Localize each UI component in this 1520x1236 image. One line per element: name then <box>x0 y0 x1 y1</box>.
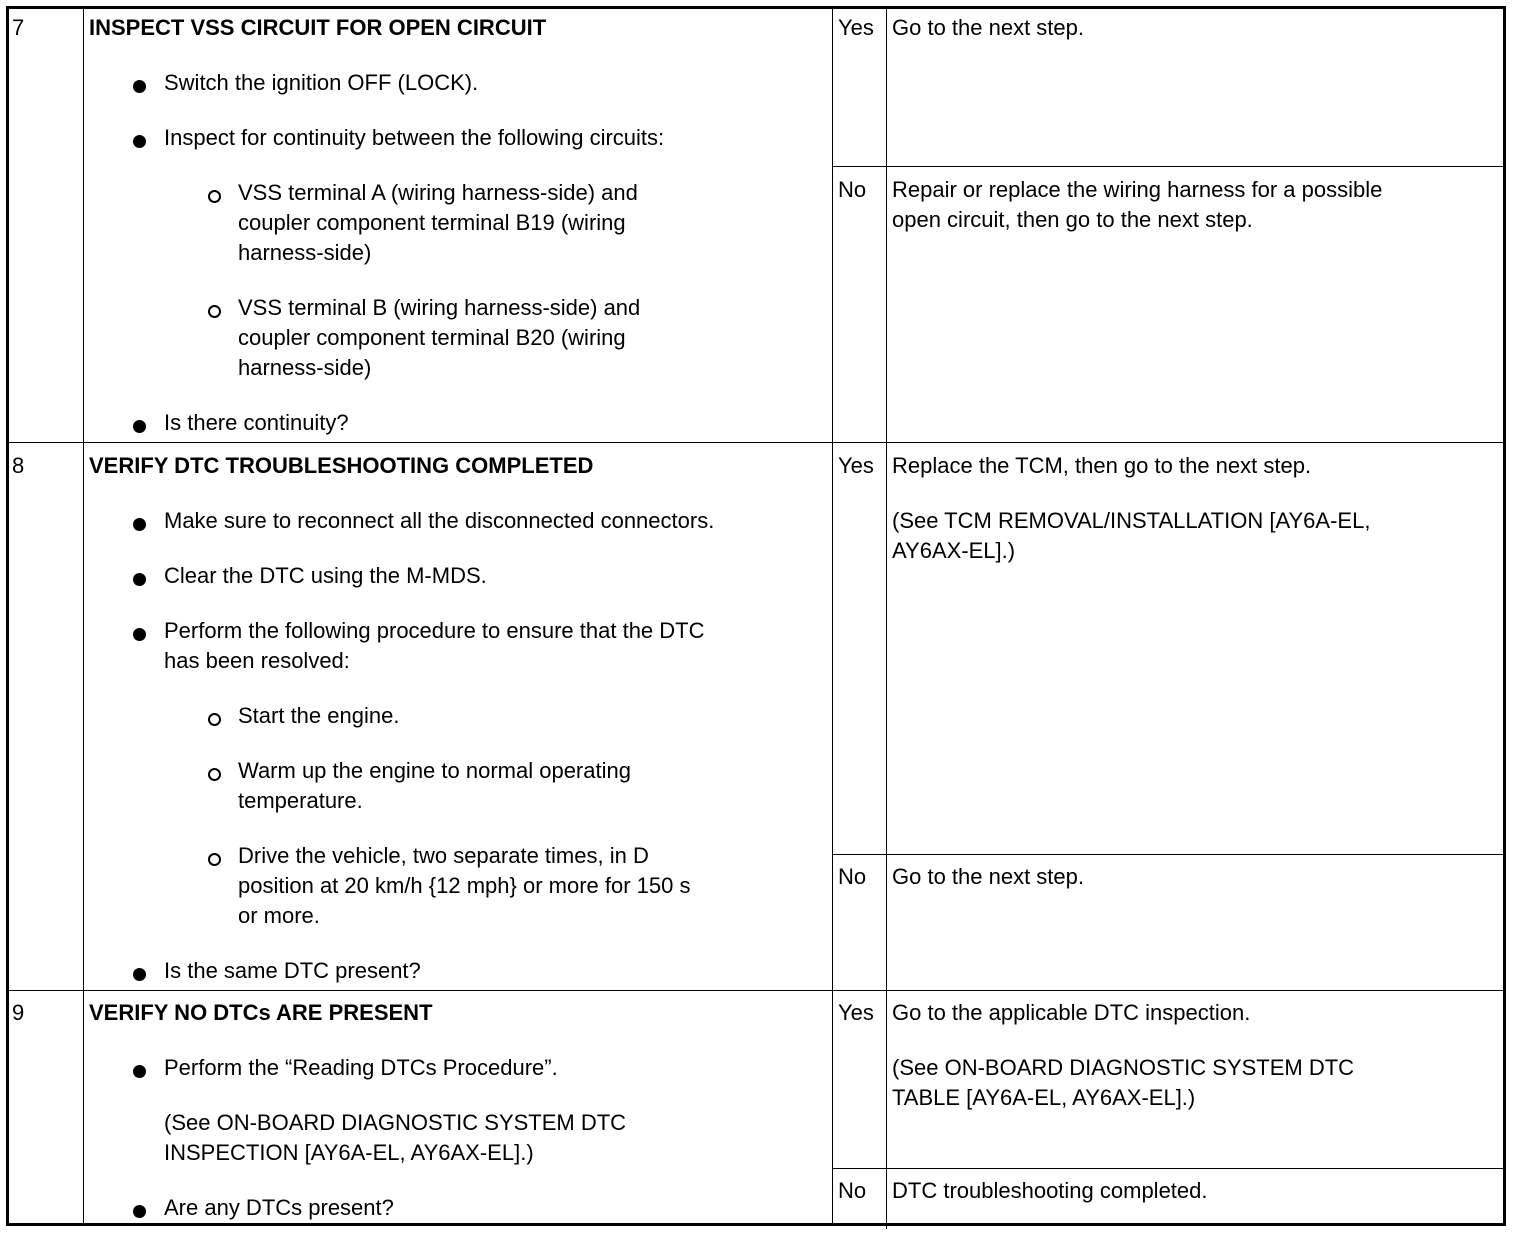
row-divider-7-8 <box>9 442 1503 443</box>
sub-bullet-line: VSS terminal A (wiring harness-side) and <box>238 180 638 205</box>
bullet-icon <box>133 628 146 641</box>
step-bullet: Make sure to reconnect all the disconnected connectors. <box>164 508 715 533</box>
no-action: DTC troubleshooting completed. <box>892 1178 1208 1203</box>
yes-action: Go to the applicable DTC inspection. <box>892 1000 1251 1025</box>
step-title: VERIFY DTC TROUBLESHOOTING COMPLETED <box>89 453 594 478</box>
sub-bullet-line: Drive the vehicle, two separate times, in D <box>238 843 649 868</box>
no-action: Go to the next step. <box>892 864 1085 889</box>
yes-action: (See TCM REMOVAL/INSTALLATION [AY6A-EL, <box>892 508 1371 533</box>
sub-bullet-line: coupler component terminal B20 (wiring <box>238 325 626 350</box>
yes-action: Replace the TCM, then go to the next step. <box>892 453 1312 478</box>
yes-label: Yes <box>838 1000 874 1025</box>
step-bullet: Is the same DTC present? <box>164 958 421 983</box>
sub-bullet-icon <box>208 768 221 781</box>
row8-yes-no-divider <box>832 854 1503 855</box>
diagnostic-table <box>6 6 1506 1226</box>
step-bullet: Are any DTCs present? <box>164 1195 394 1220</box>
step-bullet: Perform the “Reading DTCs Procedure”. <box>164 1055 558 1080</box>
row9-yes-no-divider <box>832 1168 1503 1169</box>
step-bullet: Switch the ignition OFF (LOCK). <box>164 70 479 95</box>
step-bullet: Is there continuity? <box>164 410 349 435</box>
step-bullet: Clear the DTC using the M-MDS. <box>164 563 487 588</box>
column-divider-answer <box>886 9 887 1229</box>
yes-action: Go to the next step. <box>892 15 1085 40</box>
yes-label: Yes <box>838 453 874 478</box>
sub-bullet-line: position at 20 km/h {12 mph} or more for 150 s <box>238 873 691 898</box>
sub-bullet-line: or more. <box>238 903 320 928</box>
yes-label: Yes <box>838 15 874 40</box>
sub-bullet-icon <box>208 305 221 318</box>
step-bullet: has been resolved: <box>164 648 350 673</box>
sub-bullet-line: coupler component terminal B19 (wiring <box>238 210 626 235</box>
step-number: 9 <box>12 1000 25 1025</box>
yes-action: (See ON-BOARD DIAGNOSTIC SYSTEM DTC <box>892 1055 1355 1080</box>
bullet-icon <box>133 518 146 531</box>
step-bullet: Perform the following procedure to ensure that the DTC <box>164 618 705 643</box>
no-action: Repair or replace the wiring harness for a possible <box>892 177 1383 202</box>
no-label: No <box>838 864 867 889</box>
no-label: No <box>838 1178 867 1203</box>
bullet-icon <box>133 1065 146 1078</box>
bullet-icon <box>133 968 146 981</box>
no-action: open circuit, then go to the next step. <box>892 207 1253 232</box>
bullet-icon <box>133 135 146 148</box>
yes-action: TABLE [AY6A-EL, AY6AX-EL].) <box>892 1085 1196 1110</box>
sub-bullet-line: temperature. <box>238 788 363 813</box>
step-bullet: Inspect for continuity between the following circuits: <box>164 125 665 150</box>
sub-bullet-icon <box>208 190 221 203</box>
sub-bullet-icon <box>208 713 221 726</box>
row-divider-8-9 <box>9 990 1503 991</box>
bullet-icon <box>133 1205 146 1218</box>
step-bullet: INSPECTION [AY6A-EL, AY6AX-EL].) <box>164 1140 534 1165</box>
no-label: No <box>838 177 867 202</box>
sub-bullet-line: harness-side) <box>238 240 372 265</box>
row7-yes-no-divider <box>832 166 1503 167</box>
bullet-icon <box>133 420 146 433</box>
bullet-icon <box>133 573 146 586</box>
step-title: VERIFY NO DTCs ARE PRESENT <box>89 1000 433 1025</box>
sub-bullet-line: VSS terminal B (wiring harness-side) and <box>238 295 641 320</box>
step-title: INSPECT VSS CIRCUIT FOR OPEN CIRCUIT <box>89 15 547 40</box>
column-divider-action <box>832 9 833 1223</box>
bullet-icon <box>133 80 146 93</box>
step-number: 8 <box>12 453 25 478</box>
sub-bullet-icon <box>208 853 221 866</box>
sub-bullet-line: harness-side) <box>238 355 372 380</box>
yes-action: AY6AX-EL].) <box>892 538 1016 563</box>
sub-bullet-line: Start the engine. <box>238 703 400 728</box>
step-number: 7 <box>12 15 25 40</box>
column-divider-step <box>83 9 84 1223</box>
sub-bullet-line: Warm up the engine to normal operating <box>238 758 631 783</box>
step-bullet: (See ON-BOARD DIAGNOSTIC SYSTEM DTC <box>164 1110 627 1135</box>
